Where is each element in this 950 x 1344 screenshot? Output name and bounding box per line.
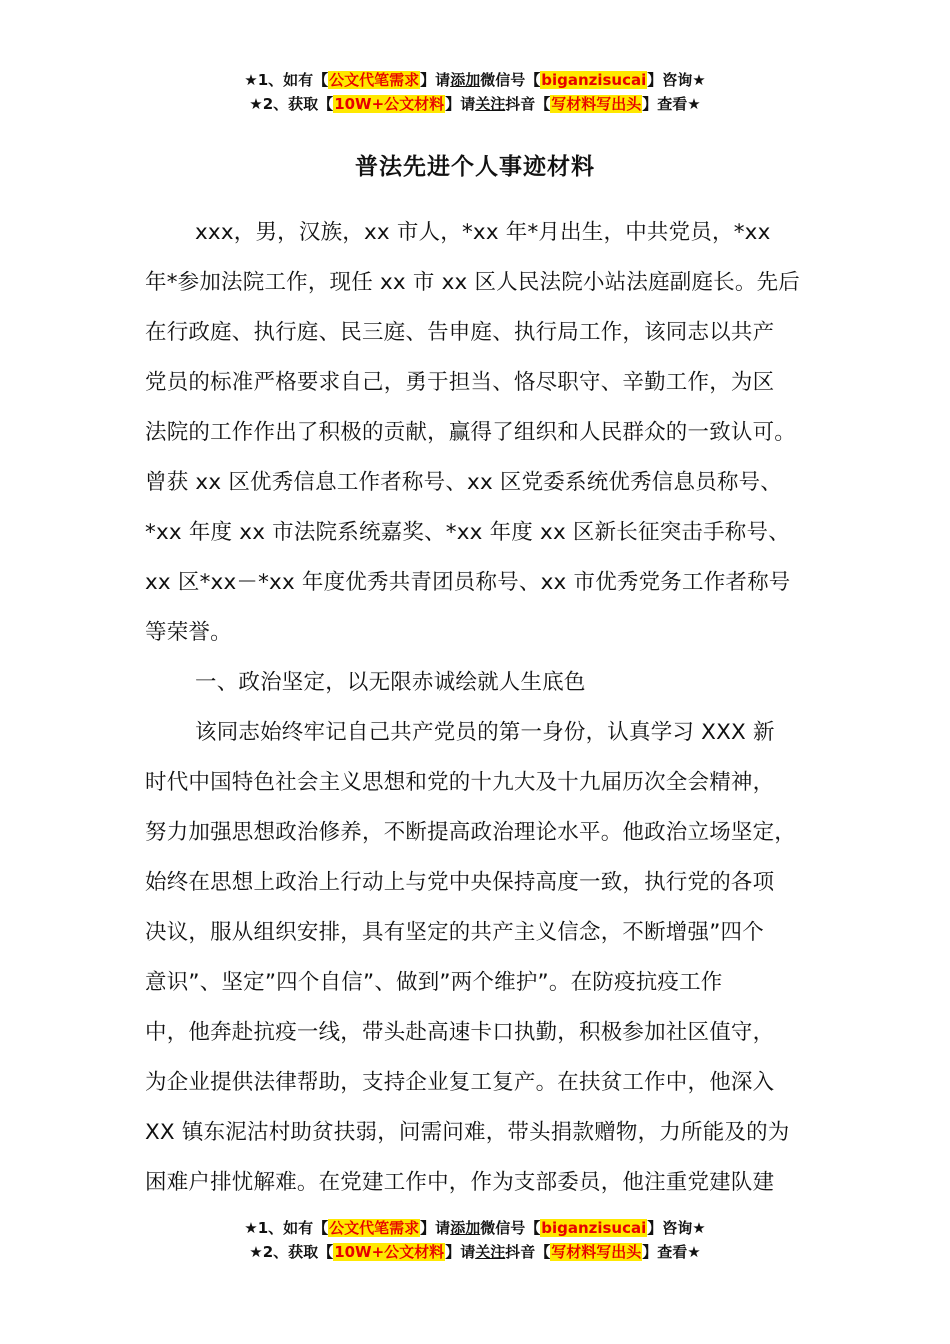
body-line: 等荣誉。 — [145, 620, 232, 645]
promo-wechat-id: biganzisucai — [541, 71, 647, 89]
promo-text: 抖音【 — [505, 1243, 551, 1261]
promo-highlight: 10W+公文材料 — [334, 95, 445, 113]
body-line: 中，他奔赴抗疫一线，带头赴高速卡口执勤，积极参加社区值守， — [145, 1020, 775, 1045]
document-body — [145, 208, 825, 1208]
promo-text: ★1、如有【 — [244, 1219, 329, 1237]
promo-text: 】请 — [445, 95, 476, 113]
promo-line-1 — [0, 1216, 950, 1240]
body-line: 在行政庭、执行庭、民三庭、告申庭、执行局工作，该同志以共产 — [145, 320, 775, 345]
promo-underlined-text: 添加 — [450, 71, 481, 89]
promo-banner-bottom — [0, 1216, 950, 1264]
body-line: xx 区*xx－*xx 年度优秀共青团员称号、xx 市优秀党务工作者称号 — [145, 570, 791, 595]
body-line: 困难户排忧解难。在党建工作中，作为支部委员，他注重党建队建 — [145, 1170, 775, 1195]
body-line: XX 镇东泥沽村助贫扶弱，问需问难，带头捐款赠物，力所能及的为 — [145, 1120, 790, 1145]
promo-line-2 — [0, 1240, 950, 1264]
promo-text: ★2、获取【 — [249, 95, 334, 113]
promo-highlight: 10W+公文材料 — [334, 1243, 445, 1261]
section-heading: 一、政治坚定，以无限赤诚绘就人生底色 — [195, 670, 586, 695]
promo-text: 抖音【 — [505, 95, 551, 113]
promo-banner-top — [0, 68, 950, 116]
promo-text: 】查看★ — [642, 1243, 701, 1261]
body-line: *xx 年度 xx 市法院系统嘉奖、*xx 年度 xx 区新长征突击手称号、 — [145, 520, 790, 545]
body-line: 曾获 xx 区优秀信息工作者称号、xx 区党委系统优秀信息员称号、 — [145, 470, 782, 495]
promo-highlight: 公文代笔需求 — [329, 1219, 420, 1237]
promo-underlined-text: 添加 — [450, 1219, 481, 1237]
promo-text: 】咨询★ — [647, 71, 706, 89]
document-title: 普法先进个人事迹材料 — [355, 154, 595, 180]
promo-text: 】请 — [420, 1219, 451, 1237]
promo-wechat-id: biganzisucai — [541, 1219, 647, 1237]
promo-text: 微信号【 — [480, 1219, 541, 1237]
body-line: 决议，服从组织安排，具有坚定的共产主义信念，不断增强”四个 — [145, 920, 764, 945]
promo-text: ★2、获取【 — [249, 1243, 334, 1261]
body-line: 法院的工作作出了积极的贡献，赢得了组织和人民群众的一致认可。 — [145, 420, 797, 445]
body-line: 为企业提供法律帮助，支持企业复工复产。在扶贫工作中，他深入 — [145, 1070, 775, 1095]
promo-text: ★1、如有【 — [244, 71, 329, 89]
body-line: 该同志始终牢记自己共产党员的第一身份，认真学习 XXX 新 — [195, 720, 775, 745]
body-line: 始终在思想上政治上行动上与党中央保持高度一致，执行党的各项 — [145, 870, 775, 895]
body-line: 年*参加法院工作，现任 xx 市 xx 区人民法院小站法庭副庭长。先后 — [145, 270, 800, 295]
promo-line-2 — [0, 92, 950, 116]
body-line: xxx，男，汉族，xx 市人，*xx 年*月出生，中共党员，*xx — [195, 220, 771, 245]
promo-text: 】请 — [445, 1243, 476, 1261]
body-line: 党员的标准严格要求自己，勇于担当、恪尽职守、辛勤工作，为区 — [145, 370, 775, 395]
body-line: 时代中国特色社会主义思想和党的十九大及十九届历次全会精神， — [145, 770, 775, 795]
promo-line-1 — [0, 68, 950, 92]
promo-underlined-text: 关注 — [475, 1243, 506, 1261]
promo-douyin-account: 写材料写出头 — [551, 1243, 642, 1261]
promo-highlight: 公文代笔需求 — [329, 71, 420, 89]
promo-text: 】请 — [420, 71, 451, 89]
promo-underlined-text: 关注 — [475, 95, 506, 113]
body-line: 意识”、坚定”四个自信”、做到”两个维护”。在防疫抗疫工作 — [145, 970, 723, 995]
promo-text: 】咨询★ — [647, 1219, 706, 1237]
promo-text: 】查看★ — [642, 95, 701, 113]
promo-douyin-account: 写材料写出头 — [551, 95, 642, 113]
body-line: 努力加强思想政治修养，不断提高政治理论水平。他政治立场坚定， — [145, 820, 797, 845]
promo-text: 微信号【 — [480, 71, 541, 89]
